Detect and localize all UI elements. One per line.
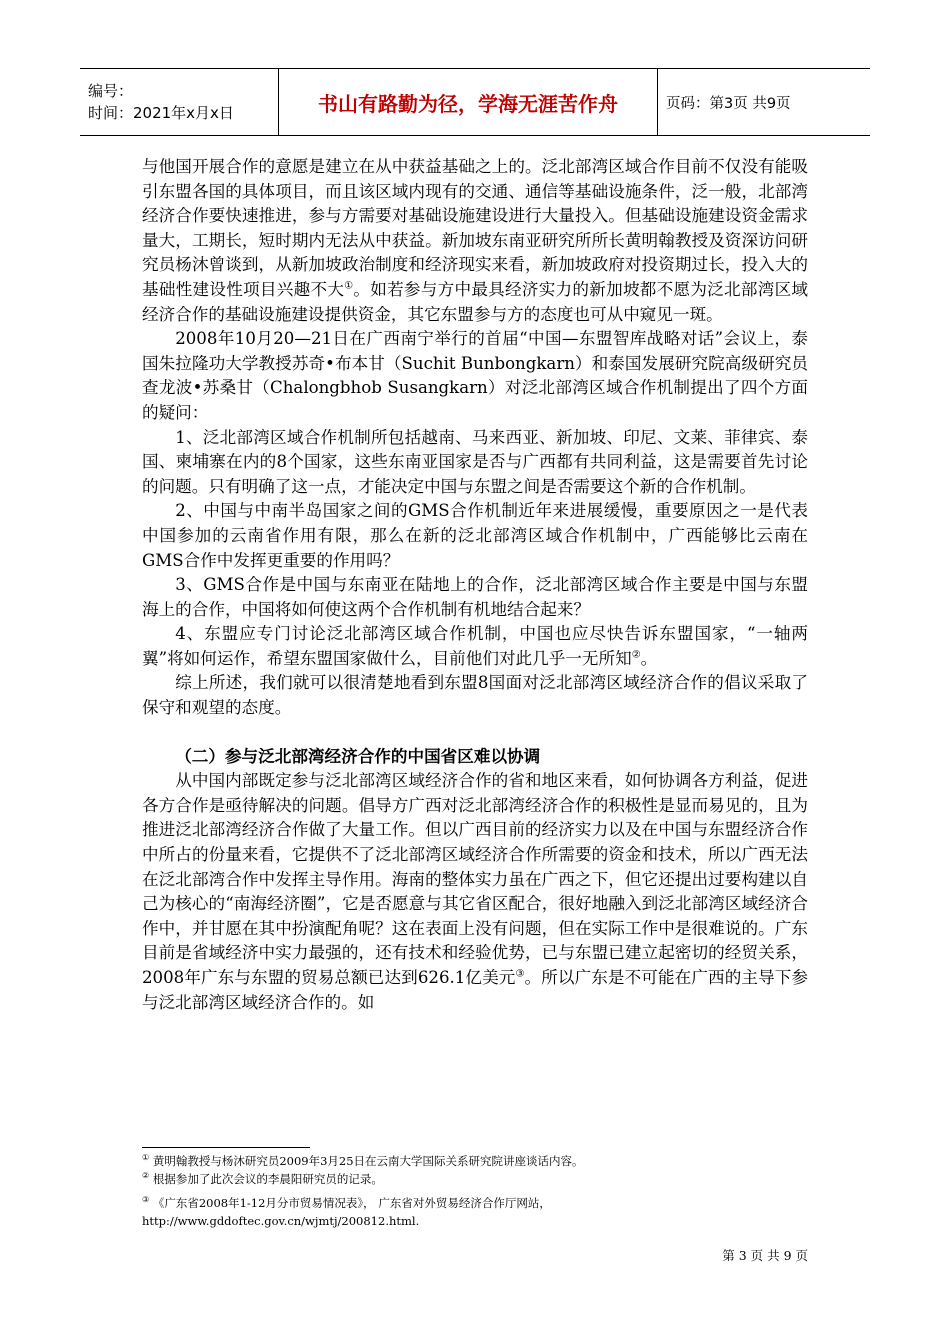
header-code: 编号：	[88, 82, 134, 100]
paragraph-summary: 综上所述，我们就可以很清楚地看到东盟8国面对泛北部湾区域经济合作的倡议采取了保守和观望的态度。	[142, 673, 808, 718]
page-header	[80, 68, 870, 136]
footnotes	[142, 1152, 808, 1230]
footnote-2: ② 根据参加了此次会议的李晨阳研究员的记录。	[142, 1171, 383, 1186]
footnote-3: ③ 《广东省2008年1-12月分市贸易情况表》， 广东省对外贸易经济合作厅网站，	[142, 1195, 551, 1210]
header-meta	[80, 69, 278, 135]
footnote-ref-3[interactable]: ③	[515, 968, 525, 980]
footnote-ref-2[interactable]: ②	[631, 649, 641, 661]
page-footer: 第 3 页 共 9 页	[722, 1248, 808, 1263]
document-body	[142, 155, 808, 1015]
footnote-ref-1[interactable]: ①	[344, 280, 354, 292]
paragraph-provinces: 从中国内部既定参与泛北部湾区域经济合作的省和地区来看，如何协调各方利益，促进各方合作是亟待解决的问题。倡导方广西对泛北部湾经济合作的积极性是显而易见的，且为推进泛北部湾经济合作做了大量工作。但以广西目前的经济实力以及在中国与东盟经济合作中所占的份量来看，它提供不了泛北部湾区域经济合作所需要的资金和技术，所以广西无法在泛北部湾合作中发挥主导作用。海南的整体实力虽在广西之下，但它还提出过要构建以自己为核心的“南海经济圈”，它是否愿意与其它省区配合，很好地融入到泛北部湾区域经济合作中，并甘愿在其中扮演配角呢？这在表面上没有问题，但在实际工作中是很难说的。广东目前是省域经济中实力最强的，还有技术和经验优势，已与东盟已建立起密切的经贸关系，2008年广东与东盟的贸易总额已达到626.1亿美元③。所以广东是不可能在广西的主导下参与泛北部湾区域经济合作的。如	[142, 771, 809, 1012]
header-time: 时间：2021年x月x日	[88, 104, 234, 122]
question-1: 1、泛北部湾区域合作机制所包括越南、马来西亚、新加坡、印尼、文莱、菲律宾、泰国、柬埔寨在内的8个国家，这些东南亚国家是否与广西都有共同利益，这是需要首先讨论的问题。只有明确了这一点，才能决定中国与东盟之间是否需要这个新的合作机制。	[142, 427, 808, 496]
paragraph-2: 2008年10月20—21日在广西南宁举行的首届“中国—东盟智库战略对话”会议上，泰国朱拉隆功大学教授苏奇•布本甘（Suchit Bunbongkarn）和泰国发展研究院高级研究员查龙波•苏桑甘（Chalongbhob Susangkarn）对泛北部湾区域合作机制提出了四个方面的疑问：	[142, 329, 808, 422]
question-2: 2、中国与中南半岛国家之间的GMS合作机制近年来进展缓慢，重要原因之一是代表中国参加的云南省作用有限，那么在新的泛北部湾区域合作机制中，广西能够比云南在GMS合作中发挥更重要的作用吗？	[142, 501, 808, 570]
section-heading: （二）参与泛北部湾经济合作的中国省区难以协调	[175, 746, 541, 766]
question-3: 3、GMS合作是中国与东南亚在陆地上的合作，泛北部湾区域合作主要是中国与东盟海上的合作，中国将如何使这两个合作机制有机地结合起来？	[142, 575, 808, 619]
header-page-info: 页码：第3页 共9页	[666, 95, 791, 112]
question-4: 4、东盟应专门讨论泛北部湾区域合作机制，中国也应尽快告诉东盟国家，“一轴两翼”将如何运作，希望东盟国家做什么，目前他们对此几乎一无所知②。	[142, 624, 808, 668]
footnote-divider	[142, 1147, 310, 1148]
footnote-3-url[interactable]: http://www.gddoftec.gov.cn/wjmtj/200812.html.	[142, 1214, 420, 1228]
section-gap	[142, 721, 808, 745]
header-motto: 书山有路勤为径，学海无涯苦作舟	[278, 69, 658, 135]
paragraph-1: 与他国开展合作的意愿是建立在从中获益基础之上的。泛北部湾区域合作目前不仅没有能吸引东盟各国的具体项目，而且该区域内现有的交通、通信等基础设施条件，泛一般，北部湾经济合作要快速推进，参与方需要对基础设施建设进行大量投入。但基础设施建设资金需求量大，工期长，短时期内无法从中获益。新加坡东南亚研究所所长黄明翰教授及资深访问研究员杨沐曾谈到，从新加坡政治制度和经济现实来看，新加坡政府对投资期过长，投入大的基础性建设性项目兴趣不大①。如若参与方中最具经济实力的新加坡都不愿为泛北部湾区域经济合作的基础设施建设提供资金，其它东盟参与方的态度也可从中窥见一斑。	[142, 157, 809, 324]
footnote-1: ① 黄明翰教授与杨沐研究员2009年3月25日在云南大学国际关系研究院讲座谈话内容。	[142, 1153, 584, 1168]
